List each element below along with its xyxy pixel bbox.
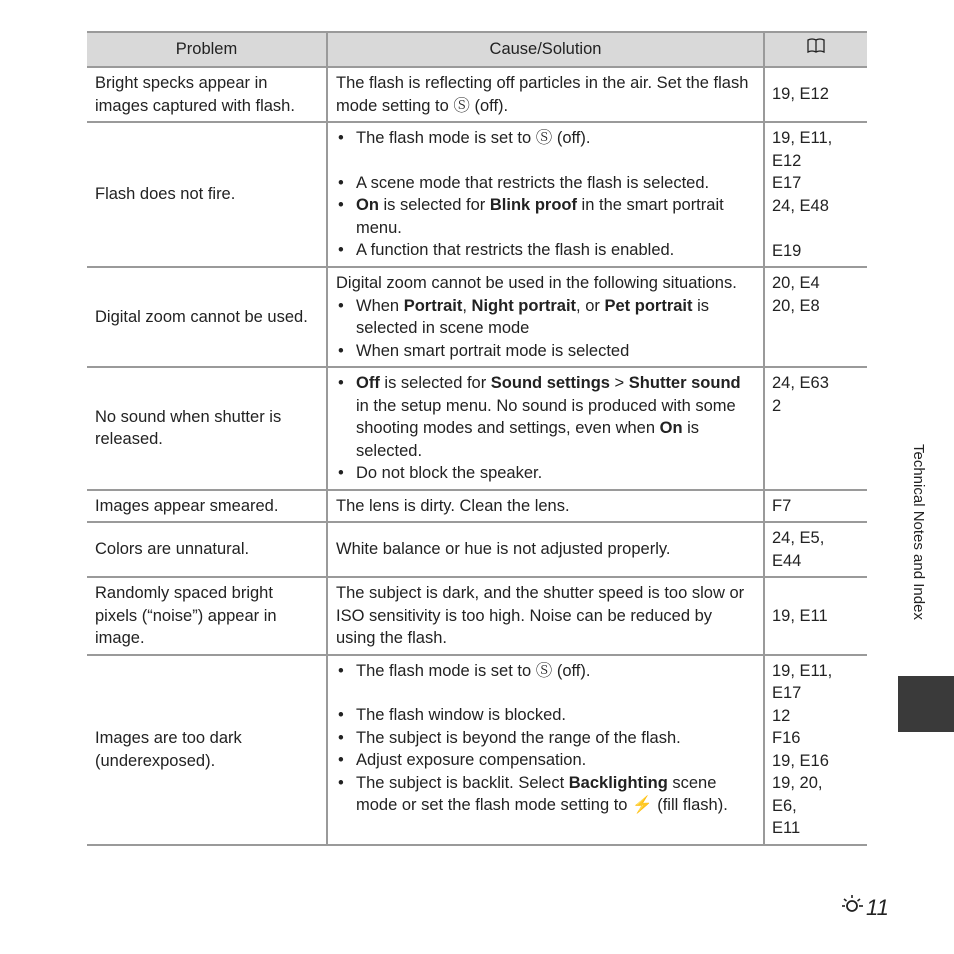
page-reference: 12: [772, 706, 791, 725]
solution-item: • The flash window is blocked.: [336, 704, 755, 727]
section-tab-marker: [898, 676, 954, 732]
problem-cell: Colors are unnatural.: [87, 522, 327, 577]
cause-text: The lens is dirty. Clean the lens.: [336, 496, 570, 515]
solution-item: • The flash mode is set to Ⓢ (off).: [336, 127, 755, 150]
page-reference: E17: [772, 684, 802, 702]
page-reference-cell: [764, 490, 867, 523]
page-reference: 19, E11,: [772, 661, 833, 680]
cause-solution-cell: [327, 122, 764, 267]
table-row: [87, 522, 867, 577]
header-problem: Problem: [87, 32, 327, 67]
solution-item: • On is selected for Blink proof in the smart portrait menu.: [336, 194, 755, 239]
page-reference-cell: [764, 655, 867, 845]
page-reference: 19, E12: [772, 85, 829, 104]
page-reference: [772, 217, 860, 240]
troubleshooting-table: [87, 31, 867, 846]
table-row: [87, 122, 867, 267]
cause-text: The flash is reflecting off particles in the air. Set the flash mode setting to Ⓢ (off).: [336, 74, 749, 115]
solution-item: • The subject is beyond the range of the flash.: [336, 727, 755, 750]
page-reference: E44: [772, 551, 802, 570]
cause-intro: Digital zoom cannot be used in the following situations.: [336, 274, 737, 292]
solution-item: • The subject is backlit. Select Backlighting scene mode or set the flash mode setting to ⚡ (fill flash).: [336, 772, 755, 817]
solution-item: • A scene mode that restricts the flash is selected.: [336, 172, 755, 195]
page-reference: E19: [772, 241, 802, 260]
section-side-label: Technical Notes and Index: [910, 444, 927, 620]
solution-item: • Do not block the speaker.: [336, 462, 755, 485]
page-reference: E12: [772, 151, 802, 170]
page-reference-cell: [764, 267, 867, 367]
cause-solution-cell: [327, 655, 764, 845]
table-row: [87, 490, 867, 523]
solution-list: [336, 372, 755, 485]
book-icon: [807, 40, 825, 58]
page-reference: 2: [772, 396, 782, 415]
cause-solution-cell: [327, 267, 764, 367]
page-reference-cell: [764, 577, 867, 655]
table-row: [87, 577, 867, 655]
solution-list: [336, 127, 755, 262]
problem-cell: No sound when shutter is released.: [87, 367, 327, 490]
solution-list: [336, 660, 755, 817]
page-reference: 24, E5,: [772, 529, 825, 547]
page-reference: 19, E11: [772, 606, 828, 625]
cause-solution-cell: [327, 577, 764, 655]
page-reference-cell: [764, 522, 867, 577]
table-row: [87, 267, 867, 367]
cause-solution-cell: [327, 522, 764, 577]
page-reference: 20, E4: [772, 274, 820, 292]
page-reference: 19, E11,: [772, 129, 833, 147]
header-cause-solution: Cause/Solution: [327, 32, 764, 67]
page-reference: 24, E48: [772, 196, 829, 215]
solution-item: • A function that restricts the flash is enabled.: [336, 239, 755, 262]
header-reference: [764, 32, 867, 67]
problem-cell: Bright specks appear in images captured with flash.: [87, 67, 327, 122]
table-row: [87, 655, 867, 845]
cause-text: White balance or hue is not adjusted properly.: [336, 540, 671, 559]
page-reference: 19, E16: [772, 751, 829, 770]
problem-cell: Images are too dark (underexposed).: [87, 655, 327, 845]
page-reference: F7: [772, 496, 792, 515]
cause-solution-cell: [327, 67, 764, 122]
page-reference: 20, E8: [772, 296, 820, 315]
page-reference-cell: [764, 122, 867, 267]
problem-cell: Digital zoom cannot be used.: [87, 267, 327, 367]
technical-notes-icon: [842, 895, 866, 920]
solution-item: • The flash mode is set to Ⓢ (off).: [336, 660, 755, 683]
table-row: [87, 367, 867, 490]
cause-text: The subject is dark, and the shutter speed is too slow or ISO sensitivity is too high. Noise can be reduced by using the flash.: [336, 584, 745, 647]
solution-item: • Off is selected for Sound settings > Shutter sound in the setup menu. No sound is produced with some shooting modes and settings, even when On is selected.: [336, 372, 755, 462]
page-reference: 19, 20,: [772, 774, 823, 792]
solution-item: • When smart portrait mode is selected: [336, 340, 755, 363]
page-reference: E17: [772, 174, 802, 192]
page-reference: 24, E63: [772, 374, 829, 392]
page-number: 11: [842, 893, 889, 921]
problem-cell: Randomly spaced bright pixels (“noise”) appear in image.: [87, 577, 327, 655]
solution-item: • When Portrait, Night portrait, or Pet portrait is selected in scene mode: [336, 295, 755, 340]
solution-item: • Adjust exposure compensation.: [336, 749, 755, 772]
problem-cell: Images appear smeared.: [87, 490, 327, 523]
page-reference-cell: [764, 67, 867, 122]
page-reference-cell: [764, 367, 867, 490]
cause-solution-cell: [327, 367, 764, 490]
cause-solution-cell: [327, 490, 764, 523]
page-reference: F16: [772, 729, 801, 747]
page-reference: E11: [772, 819, 801, 837]
table-header-row: [87, 32, 867, 67]
page-reference: E6,: [772, 796, 797, 815]
table-row: [87, 67, 867, 122]
solution-list: [336, 295, 755, 363]
problem-cell: Flash does not fire.: [87, 122, 327, 267]
